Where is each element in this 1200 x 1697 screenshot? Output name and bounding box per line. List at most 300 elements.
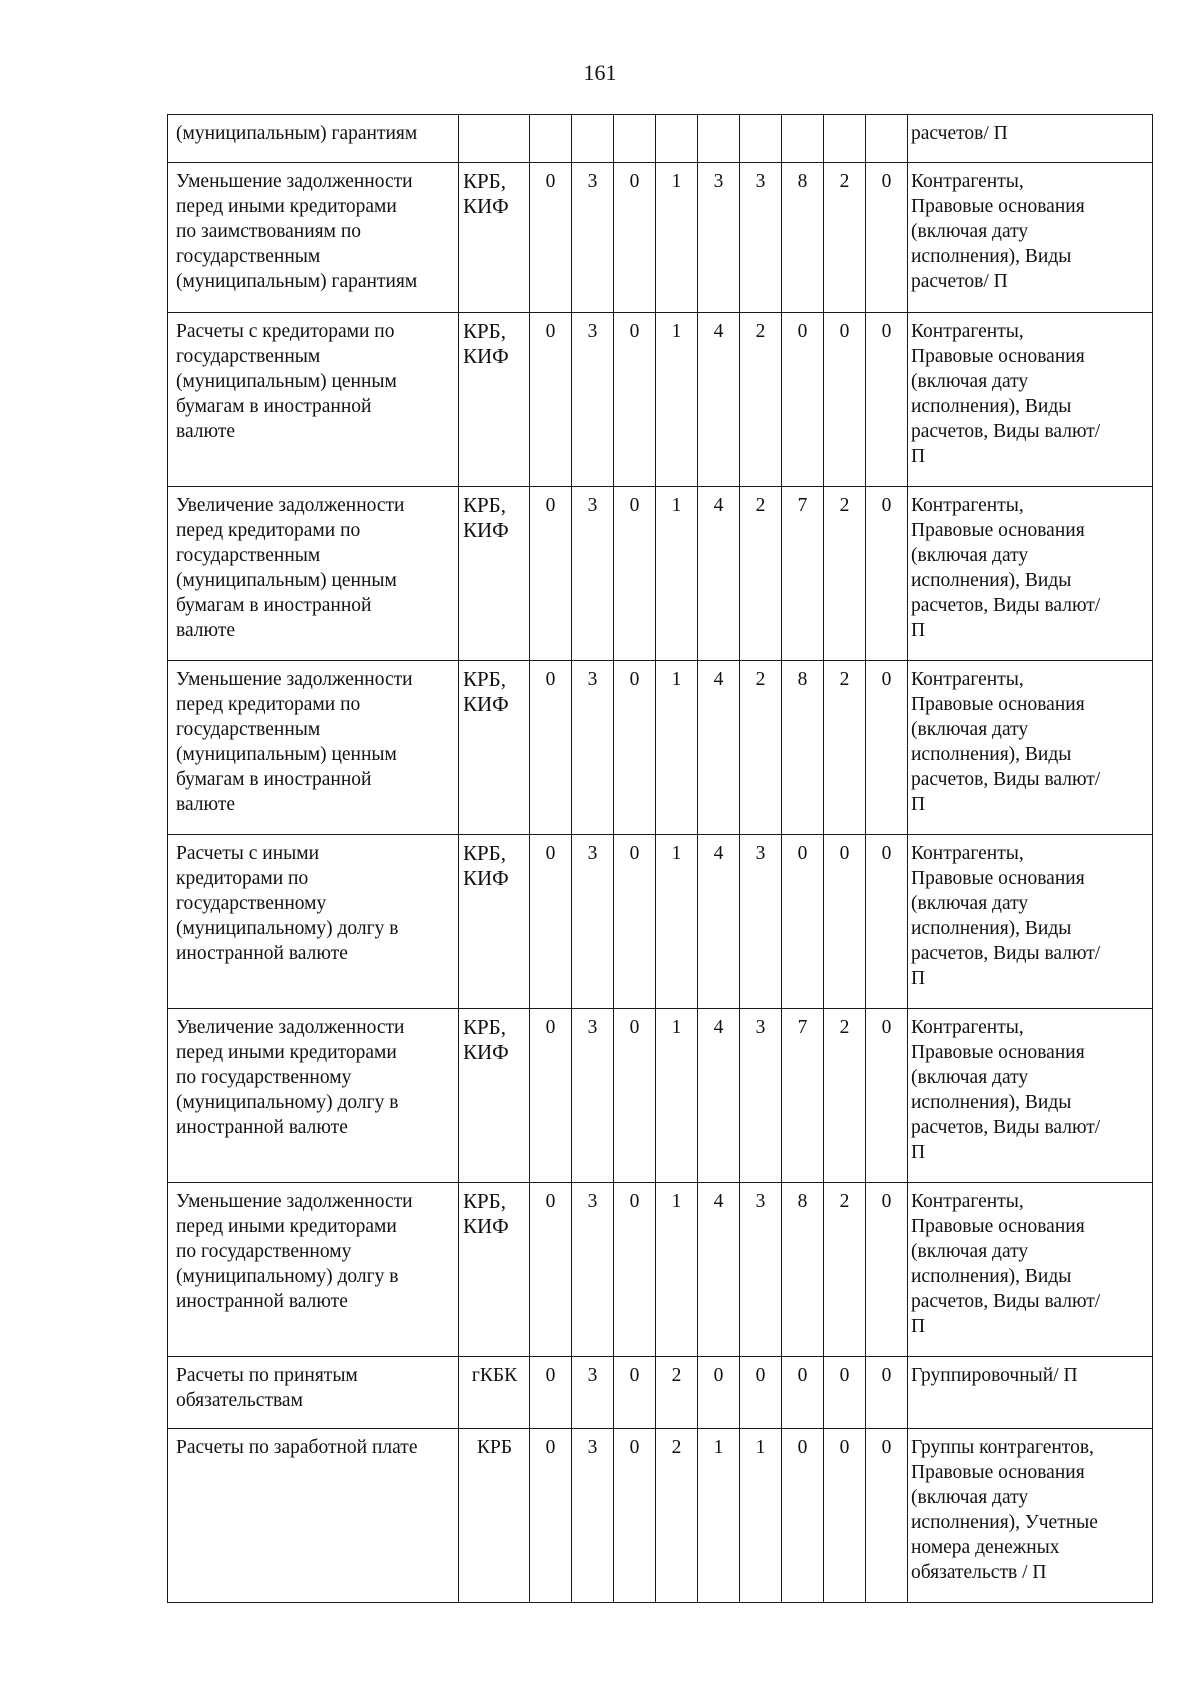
account-digit-cell-line: 0 (545, 669, 556, 690)
account-digit-cell-line: 1 (671, 495, 682, 516)
account-digit-cell (614, 835, 656, 1009)
account-digit-cell (530, 1357, 572, 1429)
account-digit-cell (782, 487, 824, 661)
account-type-cell (459, 487, 530, 661)
account-digit-cell-line: 3 (587, 321, 598, 342)
account-digit-cell (782, 661, 824, 835)
account-digit-cell (530, 1009, 572, 1183)
account-digit-cell-line: 0 (881, 1191, 892, 1212)
account-digit-cell (866, 1429, 908, 1603)
account-digit-cell-line: 3 (755, 171, 766, 192)
account-digit-cell-line: 0 (881, 669, 892, 690)
account-digit-cell-line: 0 (839, 1437, 850, 1458)
account-digit-cell (740, 313, 782, 487)
account-name-cell-line: Расчеты с кредиторами по (176, 321, 395, 342)
account-digit-cell (572, 1429, 614, 1603)
account-name-cell-line: по государственному (176, 1241, 352, 1262)
account-type-cell-line: КИФ (463, 194, 509, 218)
account-digit-cell-line: 2 (755, 321, 766, 342)
account-digit-cell (824, 1357, 866, 1429)
account-digit-cell (614, 1009, 656, 1183)
account-digit-cell-line: 3 (587, 1365, 598, 1386)
account-digit-cell-line: 3 (587, 1017, 598, 1038)
account-digit-cell (698, 487, 740, 661)
table-row (168, 835, 1153, 1009)
account-digit-cell (572, 835, 614, 1009)
account-digit-cell (740, 661, 782, 835)
account-digit-cell-line: 3 (587, 1437, 598, 1458)
analytics-cell-line: П (911, 1316, 926, 1337)
account-digit-cell (782, 1183, 824, 1357)
analytics-cell-line: (включая дату (911, 719, 1029, 740)
account-digit-cell-line: 0 (881, 843, 892, 864)
analytics-cell-line: исполнения), Виды (911, 570, 1072, 591)
account-digit-cell (656, 487, 698, 661)
analytics-cell-line: Правовые основания (911, 1462, 1085, 1483)
account-name-cell-line: (муниципальным) ценным (176, 371, 397, 392)
analytics-cell (908, 661, 1153, 835)
table-row (168, 661, 1153, 835)
account-digit-cell (782, 163, 824, 313)
account-digit-cell (614, 163, 656, 313)
account-name-cell-line: Увеличение задолженности (176, 495, 405, 516)
account-digit-cell (656, 661, 698, 835)
analytics-cell-line: исполнения), Виды (911, 918, 1072, 939)
analytics-cell (908, 1429, 1153, 1603)
account-digit-cell-line: 0 (545, 1017, 556, 1038)
table-row (168, 487, 1153, 661)
account-name-cell (168, 313, 459, 487)
analytics-cell-line: (включая дату (911, 1241, 1029, 1262)
account-name-cell-line: валюте (176, 794, 235, 815)
account-type-cell (459, 313, 530, 487)
account-digit-cell-line: 1 (671, 1017, 682, 1038)
account-digit-cell (698, 313, 740, 487)
account-digit-cell-line: 2 (839, 171, 850, 192)
analytics-cell (908, 1009, 1153, 1183)
account-type-cell-line: КРБ, (463, 1189, 506, 1213)
account-digit-cell (530, 661, 572, 835)
account-digit-cell-line: 0 (797, 321, 808, 342)
analytics-cell-line: Правовые основания (911, 196, 1085, 217)
account-digit-cell (698, 1429, 740, 1603)
analytics-cell-line: П (911, 794, 926, 815)
account-digit-cell-line: 3 (587, 171, 598, 192)
analytics-cell-line: (включая дату (911, 371, 1029, 392)
account-type-cell-line: КИФ (463, 692, 509, 716)
account-name-cell (168, 1009, 459, 1183)
account-digit-cell-line: 8 (797, 1191, 808, 1212)
account-name-cell-line: Расчеты с иными (176, 843, 320, 864)
analytics-cell-line: расчетов, Виды валют/ (911, 1291, 1101, 1312)
account-type-cell-line: КРБ (476, 1437, 513, 1458)
account-name-cell-line: Уменьшение задолженности (176, 1191, 413, 1212)
account-name-cell-line: обязательствам (176, 1390, 303, 1411)
account-digit-cell (824, 1429, 866, 1603)
account-digit-cell-line: 0 (629, 843, 640, 864)
account-type-cell (459, 1009, 530, 1183)
account-digit-cell-line: 8 (797, 171, 808, 192)
account-digit-cell-line: 0 (881, 171, 892, 192)
analytics-cell-line: исполнения), Виды (911, 744, 1072, 765)
analytics-cell-line: (включая дату (911, 1487, 1029, 1508)
account-type-cell (459, 661, 530, 835)
table-row (168, 1183, 1153, 1357)
account-digit-cell (656, 835, 698, 1009)
analytics-cell-line: Правовые основания (911, 868, 1085, 889)
account-type-cell-line: КИФ (463, 1214, 509, 1238)
account-digit-cell-line: 0 (881, 495, 892, 516)
analytics-cell-line: исполнения), Виды (911, 1092, 1072, 1113)
analytics-cell-line: Контрагенты, (911, 669, 1024, 690)
account-digit-cell (698, 1009, 740, 1183)
account-digit-cell-line: 2 (839, 1017, 850, 1038)
account-digit-cell (866, 1183, 908, 1357)
account-digit-cell-line: 1 (671, 171, 682, 192)
account-digit-cell (740, 487, 782, 661)
analytics-cell-line: исполнения), Виды (911, 1266, 1072, 1287)
account-digit-cell-line: 3 (713, 171, 724, 192)
account-digit-cell (698, 115, 740, 163)
account-name-cell-line: бумагам в иностранной (176, 595, 372, 616)
account-name-cell-line: перед кредиторами по (176, 520, 361, 541)
account-type-cell-line: КИФ (463, 344, 509, 368)
account-digit-cell (572, 115, 614, 163)
account-digit-cell-line: 0 (545, 495, 556, 516)
account-type-cell-line: КИФ (463, 866, 509, 890)
account-name-cell (168, 835, 459, 1009)
account-digit-cell (698, 163, 740, 313)
account-digit-cell (824, 163, 866, 313)
account-digit-cell-line: 0 (545, 843, 556, 864)
account-digit-cell (656, 163, 698, 313)
analytics-cell-line: Контрагенты, (911, 1191, 1024, 1212)
account-name-cell-line: Уменьшение задолженности (176, 171, 413, 192)
account-digit-cell (698, 1357, 740, 1429)
account-digit-cell (614, 313, 656, 487)
account-name-cell-line: (муниципальным) гарантиям (176, 271, 418, 292)
account-digit-cell-line: 0 (755, 1365, 766, 1386)
account-digit-cell (782, 1429, 824, 1603)
analytics-cell-line: П (911, 1142, 926, 1163)
account-digit-cell-line: 0 (545, 171, 556, 192)
account-name-cell (168, 487, 459, 661)
account-digit-cell (866, 115, 908, 163)
account-type-cell (459, 1429, 530, 1603)
account-name-cell-line: перед кредиторами по (176, 694, 361, 715)
account-digit-cell-line: 0 (881, 1365, 892, 1386)
account-digit-cell-line: 0 (797, 843, 808, 864)
account-digit-cell-line: 3 (587, 669, 598, 690)
account-digit-cell-line: 3 (755, 1017, 766, 1038)
account-digit-cell (824, 1009, 866, 1183)
analytics-cell-line: П (911, 968, 926, 989)
analytics-cell-line: исполнения), Виды (911, 246, 1072, 267)
account-digit-cell (866, 1009, 908, 1183)
table-row (168, 1429, 1153, 1603)
account-digit-cell-line: 2 (755, 669, 766, 690)
account-name-cell-line: (муниципальным) гарантиям (176, 123, 418, 144)
account-digit-cell (866, 835, 908, 1009)
analytics-cell-line: расчетов/ П (911, 123, 1008, 144)
account-digit-cell-line: 4 (713, 669, 724, 690)
analytics-cell-line: расчетов, Виды валют/ (911, 421, 1101, 442)
account-digit-cell-line: 4 (713, 1191, 724, 1212)
account-digit-cell-line: 0 (629, 1017, 640, 1038)
account-digit-cell-line: 3 (755, 1191, 766, 1212)
account-digit-cell-line: 2 (839, 495, 850, 516)
account-digit-cell (530, 487, 572, 661)
account-digit-cell (656, 1183, 698, 1357)
account-digit-cell (572, 1183, 614, 1357)
account-digit-cell-line: 2 (839, 1191, 850, 1212)
account-digit-cell-line: 8 (797, 669, 808, 690)
account-name-cell-line: валюте (176, 620, 235, 641)
analytics-cell (908, 835, 1153, 1009)
account-name-cell-line: Расчеты по заработной плате (176, 1437, 418, 1458)
account-name-cell-line: иностранной валюте (176, 1291, 348, 1312)
account-digit-cell (656, 313, 698, 487)
account-digit-cell (824, 661, 866, 835)
account-digit-cell (782, 1009, 824, 1183)
account-digit-cell (572, 487, 614, 661)
account-digit-cell-line: 4 (713, 843, 724, 864)
analytics-cell-line: (включая дату (911, 545, 1029, 566)
account-digit-cell (824, 835, 866, 1009)
account-digit-cell-line: 4 (713, 321, 724, 342)
account-digit-cell (866, 1357, 908, 1429)
table-row (168, 1009, 1153, 1183)
account-digit-cell (530, 313, 572, 487)
account-digit-cell-line: 0 (629, 1437, 640, 1458)
table-row (168, 313, 1153, 487)
account-name-cell (168, 661, 459, 835)
account-name-cell-line: государственным (176, 346, 321, 367)
account-digit-cell-line: 0 (797, 1437, 808, 1458)
analytics-cell-line: Группы контрагентов, (911, 1437, 1094, 1458)
account-type-cell-line: КРБ, (463, 1015, 506, 1039)
analytics-cell-line: Правовые основания (911, 520, 1085, 541)
analytics-cell (908, 487, 1153, 661)
account-type-cell-line: гКБК (471, 1365, 518, 1386)
account-digit-cell-line: 3 (587, 495, 598, 516)
analytics-cell-line: Контрагенты, (911, 321, 1024, 342)
account-type-cell-line: КРБ, (463, 667, 506, 691)
account-digit-cell (614, 661, 656, 835)
account-digit-cell-line: 0 (797, 1365, 808, 1386)
account-digit-cell (572, 1009, 614, 1183)
account-digit-cell (656, 1429, 698, 1603)
account-digit-cell (782, 1357, 824, 1429)
analytics-cell (908, 313, 1153, 487)
account-name-cell-line: Уменьшение задолженности (176, 669, 413, 690)
table-row (168, 115, 1153, 163)
table-row (168, 163, 1153, 313)
account-digit-cell (824, 487, 866, 661)
account-digit-cell-line: 0 (629, 1365, 640, 1386)
account-digit-cell (782, 115, 824, 163)
account-name-cell-line: иностранной валюте (176, 943, 348, 964)
analytics-cell-line: обязательств / П (911, 1562, 1047, 1583)
account-name-cell (168, 1357, 459, 1429)
account-digit-cell-line: 0 (839, 1365, 850, 1386)
analytics-cell-line: исполнения), Учетные (911, 1512, 1098, 1533)
account-type-cell (459, 163, 530, 313)
account-digit-cell-line: 1 (671, 843, 682, 864)
account-digit-cell-line: 0 (629, 321, 640, 342)
table-row (168, 1357, 1153, 1429)
account-digit-cell-line: 2 (671, 1437, 682, 1458)
accounts-table-body (168, 115, 1153, 1603)
analytics-cell-line: (включая дату (911, 221, 1029, 242)
account-digit-cell (824, 115, 866, 163)
account-digit-cell-line: 7 (797, 1017, 808, 1038)
account-type-cell-line: КРБ, (463, 841, 506, 865)
account-name-cell-line: кредиторами по (176, 868, 309, 889)
analytics-cell (908, 163, 1153, 313)
account-name-cell-line: государственным (176, 246, 321, 267)
account-name-cell-line: государственным (176, 545, 321, 566)
analytics-cell (908, 115, 1153, 163)
analytics-cell-line: Контрагенты, (911, 171, 1024, 192)
account-digit-cell-line: 0 (839, 321, 850, 342)
account-digit-cell (614, 1357, 656, 1429)
account-digit-cell (698, 835, 740, 1009)
account-name-cell-line: по заимствованиям по (176, 221, 362, 242)
account-digit-cell-line: 0 (713, 1365, 724, 1386)
account-digit-cell (656, 1357, 698, 1429)
analytics-cell-line: Правовые основания (911, 1216, 1085, 1237)
account-digit-cell (698, 661, 740, 835)
account-digit-cell (740, 1183, 782, 1357)
analytics-cell-line: номера денежных (911, 1537, 1060, 1558)
account-digit-cell-line: 0 (545, 1437, 556, 1458)
account-name-cell (168, 1183, 459, 1357)
account-digit-cell-line: 0 (881, 1437, 892, 1458)
account-digit-cell (530, 1183, 572, 1357)
account-digit-cell-line: 0 (629, 495, 640, 516)
account-digit-cell (740, 115, 782, 163)
account-digit-cell-line: 0 (881, 1017, 892, 1038)
analytics-cell (908, 1183, 1153, 1357)
account-name-cell-line: валюте (176, 421, 235, 442)
account-digit-cell (866, 313, 908, 487)
analytics-cell-line: Контрагенты, (911, 495, 1024, 516)
account-type-cell-line: КИФ (463, 1040, 509, 1064)
account-name-cell-line: перед иными кредиторами (176, 1042, 397, 1063)
analytics-cell-line: Правовые основания (911, 346, 1085, 367)
account-digit-cell-line: 3 (587, 843, 598, 864)
account-digit-cell (740, 1357, 782, 1429)
account-name-cell-line: (муниципальному) долгу в (176, 918, 399, 939)
account-digit-cell (824, 313, 866, 487)
account-digit-cell (530, 163, 572, 313)
account-digit-cell (572, 313, 614, 487)
account-type-cell-line: КРБ, (463, 319, 506, 343)
account-digit-cell (530, 1429, 572, 1603)
account-digit-cell (656, 1009, 698, 1183)
account-name-cell-line: перед иными кредиторами (176, 1216, 397, 1237)
account-digit-cell-line: 1 (755, 1437, 766, 1458)
account-type-cell (459, 1183, 530, 1357)
account-name-cell-line: бумагам в иностранной (176, 396, 372, 417)
account-type-cell (459, 1357, 530, 1429)
account-digit-cell (572, 1357, 614, 1429)
account-name-cell-line: по государственному (176, 1067, 352, 1088)
account-digit-cell (614, 115, 656, 163)
account-name-cell-line: Увеличение задолженности (176, 1017, 405, 1038)
analytics-cell-line: расчетов, Виды валют/ (911, 769, 1101, 790)
account-digit-cell-line: 7 (797, 495, 808, 516)
account-digit-cell-line: 2 (839, 669, 850, 690)
account-name-cell (168, 1429, 459, 1603)
account-digit-cell-line: 2 (671, 1365, 682, 1386)
account-digit-cell-line: 1 (713, 1437, 724, 1458)
account-digit-cell (740, 835, 782, 1009)
account-digit-cell (866, 487, 908, 661)
account-type-cell (459, 115, 530, 163)
account-digit-cell-line: 0 (545, 321, 556, 342)
analytics-cell-line: (включая дату (911, 893, 1029, 914)
account-digit-cell-line: 0 (839, 843, 850, 864)
account-digit-cell (614, 487, 656, 661)
account-name-cell-line: бумагам в иностранной (176, 769, 372, 790)
page-number: 161 (583, 60, 617, 85)
analytics-cell-line: Группировочный/ П (911, 1365, 1078, 1386)
account-name-cell-line: Расчеты по принятым (176, 1365, 358, 1386)
account-digit-cell (572, 163, 614, 313)
account-digit-cell-line: 3 (587, 1191, 598, 1212)
analytics-cell-line: расчетов/ П (911, 271, 1008, 292)
account-digit-cell (866, 163, 908, 313)
account-digit-cell (530, 835, 572, 1009)
account-digit-cell (656, 115, 698, 163)
account-digit-cell-line: 0 (629, 171, 640, 192)
account-name-cell (168, 163, 459, 313)
analytics-cell-line: расчетов, Виды валют/ (911, 1117, 1101, 1138)
account-name-cell-line: иностранной валюте (176, 1117, 348, 1138)
analytics-cell-line: расчетов, Виды валют/ (911, 943, 1101, 964)
analytics-cell-line: расчетов, Виды валют/ (911, 595, 1101, 616)
account-digit-cell (614, 1429, 656, 1603)
account-name-cell-line: государственному (176, 893, 327, 914)
account-digit-cell-line: 1 (671, 1191, 682, 1212)
account-name-cell-line: (муниципальным) ценным (176, 570, 397, 591)
account-digit-cell-line: 0 (629, 1191, 640, 1212)
account-digit-cell-line: 3 (755, 843, 766, 864)
account-digit-cell-line: 1 (671, 321, 682, 342)
account-digit-cell-line: 0 (629, 669, 640, 690)
account-digit-cell (740, 1429, 782, 1603)
analytics-cell-line: Контрагенты, (911, 1017, 1024, 1038)
account-type-cell-line: КИФ (463, 518, 509, 542)
account-digit-cell-line: 0 (545, 1365, 556, 1386)
account-name-cell-line: (муниципальному) долгу в (176, 1266, 399, 1287)
account-digit-cell (698, 1183, 740, 1357)
analytics-cell-line: Правовые основания (911, 694, 1085, 715)
analytics-cell-line: (включая дату (911, 1067, 1029, 1088)
analytics-cell (908, 1357, 1153, 1429)
account-digit-cell (740, 163, 782, 313)
analytics-cell-line: Правовые основания (911, 1042, 1085, 1063)
account-digit-cell-line: 4 (713, 495, 724, 516)
account-name-cell-line: перед иными кредиторами (176, 196, 397, 217)
account-digit-cell-line: 2 (755, 495, 766, 516)
account-digit-cell-line: 1 (671, 669, 682, 690)
account-name-cell (168, 115, 459, 163)
account-type-cell-line: КРБ, (463, 169, 506, 193)
account-type-cell-line: КРБ, (463, 493, 506, 517)
